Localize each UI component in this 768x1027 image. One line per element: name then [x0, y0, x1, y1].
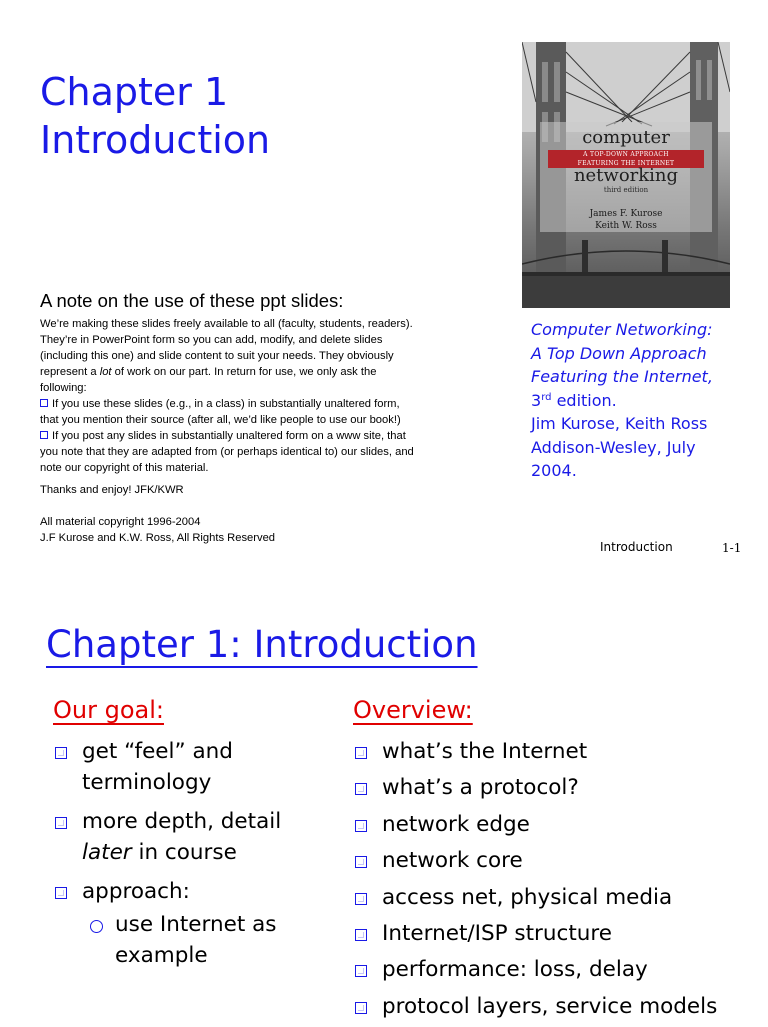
- cover-title-computer: computer: [582, 127, 670, 148]
- book-info-line-2: A Top Down Approach: [531, 343, 707, 363]
- book-info-publisher-1: Addison-Wesley, July: [531, 437, 696, 457]
- book-info-line-1: Computer Networking:: [531, 320, 713, 339]
- note-line-4: [40, 364, 490, 380]
- goal-item-2-italic: later: [82, 840, 132, 865]
- hollow-square-icon: [355, 1002, 367, 1014]
- list-item: [353, 772, 768, 803]
- hollow-square-icon: [55, 887, 67, 899]
- hollow-square-icon: [355, 893, 367, 905]
- hollow-square-icon: [40, 431, 48, 439]
- note-thanks: Thanks and enjoy! JFK/KWR: [40, 484, 184, 496]
- book-info: [531, 318, 763, 483]
- note-bullet-1-line-1: If you use these slides (e.g., in a class) in substantially unaltered form,: [52, 398, 400, 410]
- goal-item-1-line-2: terminology: [82, 770, 212, 795]
- book-cover-image: [522, 42, 730, 308]
- goal-list: [53, 736, 333, 979]
- note-bullet-2-line-3: note our copyright of this material.: [40, 462, 209, 474]
- overview-item-4: network core: [382, 848, 523, 874]
- book-info-publisher-2: 2004.: [531, 461, 577, 480]
- overview-list: [353, 736, 768, 1027]
- edition-suffix: rd: [541, 391, 552, 403]
- goal-item-2-line-2: [82, 837, 333, 868]
- book-info-authors: Jim Kurose, Keith Ross: [531, 414, 708, 433]
- cover-authors: [522, 208, 730, 232]
- copyright-line-2: J.F Kurose and K.W. Ross, All Rights Reserved: [40, 532, 276, 544]
- cover-title-networking: networking: [573, 165, 679, 186]
- goal-heading: Our goal:: [53, 696, 164, 724]
- slide-title: [40, 68, 270, 164]
- slide-number: 1-1: [722, 541, 742, 555]
- slide-title: Chapter 1: Introduction: [46, 623, 478, 666]
- sub-list-item: [53, 909, 333, 971]
- hollow-square-icon: [55, 817, 67, 829]
- hollow-square-icon: [355, 929, 367, 941]
- overview-heading: Overview:: [353, 696, 473, 724]
- note-line-5: following:: [40, 382, 87, 394]
- hollow-square-icon: [355, 856, 367, 868]
- note-bullet-1-line-2: that you mention their source (after all, we’d like people to use our book!): [40, 414, 401, 426]
- title-line-1: Chapter 1: [40, 70, 229, 114]
- goal-item-2-after: in course: [131, 840, 237, 865]
- cover-edition: third edition: [603, 186, 649, 194]
- list-item: [353, 736, 768, 767]
- overview-item-1: what’s the Internet: [382, 739, 588, 764]
- overview-item-2: what’s a protocol?: [382, 775, 579, 801]
- overview-item-6: Internet/ISP structure: [382, 920, 612, 946]
- hollow-square-icon: [40, 399, 48, 407]
- book-info-edition: [531, 389, 763, 413]
- footer-label: Introduction: [600, 540, 673, 554]
- hollow-square-icon: [55, 747, 67, 759]
- note-line-4-a: represent a: [40, 366, 100, 378]
- book-info-line-3: Featuring the Internet,: [531, 367, 713, 386]
- list-item: [353, 954, 768, 985]
- list-item: [53, 876, 333, 907]
- overview-item-3: network edge: [382, 811, 530, 837]
- goal-item-1-line-1: get “feel” and: [82, 739, 233, 764]
- copyright-line-1: All material copyright 1996-2004: [40, 516, 201, 528]
- list-item: [353, 845, 768, 876]
- list-item: [353, 809, 768, 840]
- slide-1-2: [0, 580, 768, 1024]
- note-line-2: They’re in PowerPoint form so you can add, modify, and delete slides: [40, 334, 383, 346]
- cover-author-2: Keith W. Ross: [595, 221, 657, 231]
- note-bullet-2-line-1: If you post any slides in substantially unaltered form on a www site, that: [52, 430, 406, 442]
- overview-item-7: performance: loss, delay: [382, 957, 648, 983]
- list-item: [53, 736, 333, 798]
- edition-word: edition.: [551, 390, 617, 410]
- hollow-square-icon: [355, 965, 367, 977]
- note-line-4-b: of work on our part. In return for use, we only ask the: [111, 366, 377, 378]
- goal-sub-1-line-1: use Internet as: [115, 912, 277, 937]
- note-copyright: [40, 514, 275, 546]
- cover-author-1: James F. Kurose: [589, 209, 663, 219]
- title-line-2: Introduction: [40, 118, 271, 162]
- list-item: [353, 918, 768, 949]
- cover-subtitle-line-2: FEATURING THE INTERNET: [577, 160, 675, 167]
- goal-item-2-line-1: more depth, detail: [82, 809, 282, 834]
- hollow-square-icon: [355, 747, 367, 759]
- overview-item-5: access net, physical media: [382, 884, 673, 910]
- note-bullet-1: [40, 396, 490, 412]
- list-item: [353, 882, 768, 913]
- note-line-4-italic: lot: [99, 366, 112, 378]
- overview-item-8: protocol layers, service models: [382, 993, 718, 1019]
- list-item: [53, 806, 333, 868]
- note-bullet-2: [40, 428, 490, 444]
- hollow-square-icon: [355, 820, 367, 832]
- list-item: [353, 991, 768, 1022]
- cover-subtitle-line-1: A TOP-DOWN APPROACH: [583, 151, 669, 158]
- hollow-square-icon: [355, 783, 367, 795]
- note-heading: A note on the use of these ppt slides:: [40, 290, 344, 311]
- note-line-1: We’re making these slides freely available to all (faculty, students, readers).: [40, 318, 413, 330]
- hollow-circle-icon: [90, 920, 103, 933]
- goal-item-3: approach:: [82, 879, 190, 904]
- note-line-3: (including this one) and slide content to suit your needs. They obviously: [40, 350, 394, 362]
- note-body: [40, 316, 490, 476]
- goal-sub-1-line-2: example: [115, 943, 208, 968]
- edition-number: 3: [531, 390, 542, 410]
- note-bullet-2-line-2: you note that they are adapted from (or perhaps identical to) our slides, and: [40, 446, 414, 458]
